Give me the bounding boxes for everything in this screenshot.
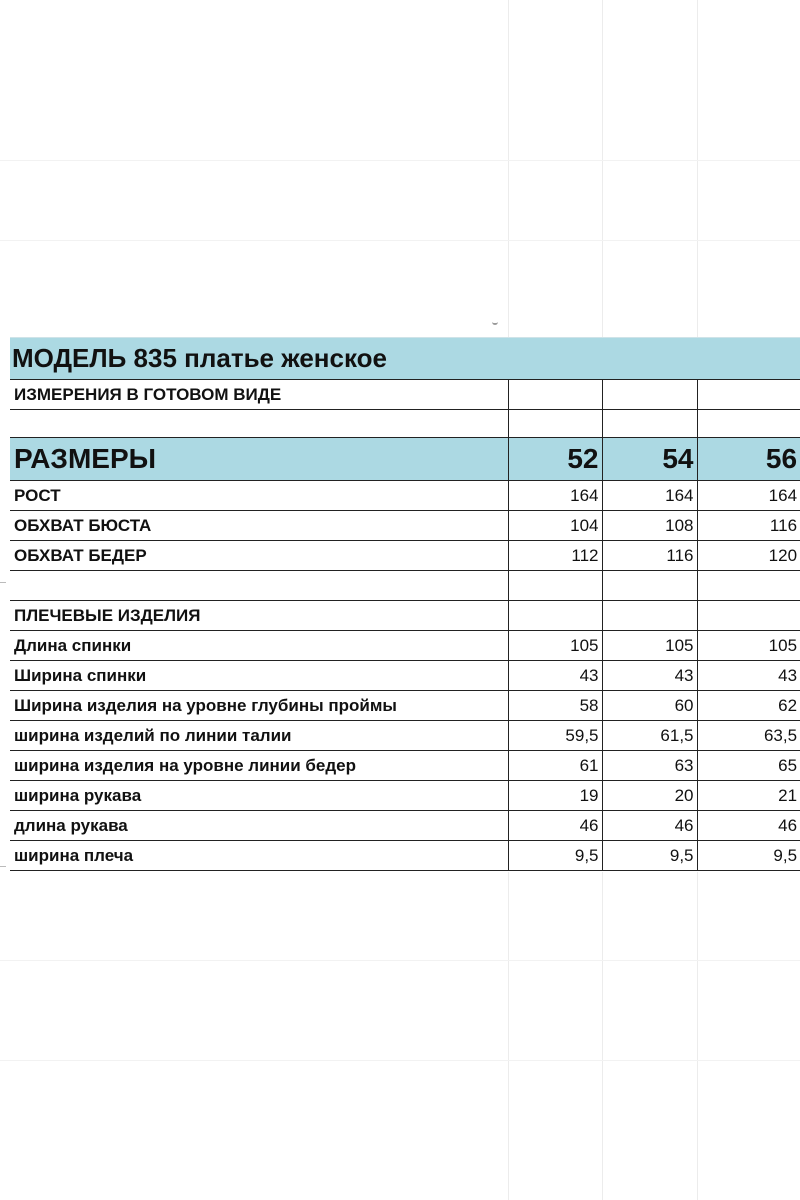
value-cell[interactable]: 43 (697, 661, 800, 691)
row-edge-tick (0, 866, 6, 867)
ghost-grid-line (508, 872, 509, 1200)
row-label[interactable]: ширина изделий по линии талии (10, 721, 508, 751)
subtitle-row (10, 380, 800, 410)
ghost-grid-line (0, 1060, 800, 1061)
row-label[interactable]: ОБХВАТ БЕДЕР (10, 541, 508, 571)
empty-cell[interactable] (10, 571, 508, 601)
value-cell[interactable]: 116 (697, 511, 800, 541)
table-row (10, 661, 800, 691)
row-label[interactable]: РОСТ (10, 481, 508, 511)
value-cell[interactable]: 21 (697, 781, 800, 811)
value-cell[interactable]: 61,5 (602, 721, 697, 751)
value-cell[interactable]: 116 (602, 541, 697, 571)
decorative-mark (492, 320, 498, 325)
ghost-grid-line (0, 960, 800, 961)
row-label[interactable]: длина рукава (10, 811, 508, 841)
value-cell[interactable]: 105 (697, 631, 800, 661)
empty-cell[interactable] (10, 410, 508, 438)
row-label[interactable]: Ширина спинки (10, 661, 508, 691)
value-cell[interactable]: 65 (697, 751, 800, 781)
empty-cell[interactable] (508, 601, 602, 631)
empty-cell[interactable] (697, 380, 800, 410)
row-edge-tick (0, 582, 6, 583)
table-row (10, 691, 800, 721)
empty-cell[interactable] (602, 601, 697, 631)
row-label[interactable]: ширина изделия на уровне линии бедер (10, 751, 508, 781)
value-cell[interactable]: 63,5 (697, 721, 800, 751)
value-cell[interactable]: 9,5 (508, 841, 602, 871)
ghost-grid-line (0, 160, 800, 161)
value-cell[interactable]: 58 (508, 691, 602, 721)
size-header-cell[interactable]: 54 (602, 438, 697, 481)
row-label[interactable]: ширина плеча (10, 841, 508, 871)
value-cell[interactable]: 59,5 (508, 721, 602, 751)
value-cell[interactable]: 164 (602, 481, 697, 511)
table-row (10, 631, 800, 661)
ghost-grid-line (602, 0, 603, 337)
row-label[interactable]: ширина рукава (10, 781, 508, 811)
size-chart-table (10, 337, 800, 871)
ghost-grid-line (697, 0, 698, 337)
value-cell[interactable]: 43 (508, 661, 602, 691)
row-label[interactable]: Длина спинки (10, 631, 508, 661)
value-cell[interactable]: 9,5 (602, 841, 697, 871)
value-cell[interactable]: 105 (602, 631, 697, 661)
empty-cell[interactable] (697, 410, 800, 438)
value-cell[interactable]: 120 (697, 541, 800, 571)
empty-cell[interactable] (508, 410, 602, 438)
value-cell[interactable]: 164 (508, 481, 602, 511)
value-cell[interactable]: 60 (602, 691, 697, 721)
ghost-grid-line (0, 240, 800, 241)
sizes-header-row (10, 438, 800, 481)
table-row (10, 541, 800, 571)
sizes-label[interactable]: РАЗМЕРЫ (10, 438, 508, 481)
empty-cell[interactable] (602, 410, 697, 438)
value-cell[interactable]: 164 (697, 481, 800, 511)
table-row (10, 781, 800, 811)
spacer-row (10, 571, 800, 601)
table-row (10, 721, 800, 751)
value-cell[interactable]: 43 (602, 661, 697, 691)
value-cell[interactable]: 61 (508, 751, 602, 781)
empty-cell[interactable] (697, 601, 800, 631)
size-header-cell[interactable]: 52 (508, 438, 602, 481)
empty-cell[interactable] (508, 571, 602, 601)
table-row (10, 511, 800, 541)
table-row (10, 841, 800, 871)
table-row (10, 481, 800, 511)
row-label[interactable]: Ширина изделия на уровне глубины проймы (10, 691, 508, 721)
empty-cell[interactable] (602, 380, 697, 410)
size-header-cell[interactable]: 56 (697, 438, 800, 481)
value-cell[interactable]: 9,5 (697, 841, 800, 871)
ghost-grid-line (508, 0, 509, 337)
table-row (10, 811, 800, 841)
value-cell[interactable]: 20 (602, 781, 697, 811)
value-cell[interactable]: 19 (508, 781, 602, 811)
table-row (10, 751, 800, 781)
title-row (10, 338, 800, 380)
value-cell[interactable]: 108 (602, 511, 697, 541)
value-cell[interactable]: 105 (508, 631, 602, 661)
sheet-title[interactable]: МОДЕЛЬ 835 платье женское (10, 338, 800, 380)
value-cell[interactable]: 46 (602, 811, 697, 841)
ghost-grid-line (697, 872, 698, 1200)
row-label[interactable]: ОБХВАТ БЮСТА (10, 511, 508, 541)
empty-cell[interactable] (697, 571, 800, 601)
value-cell[interactable]: 46 (508, 811, 602, 841)
value-cell[interactable]: 63 (602, 751, 697, 781)
value-cell[interactable]: 104 (508, 511, 602, 541)
spacer-row (10, 410, 800, 438)
ghost-grid-line (602, 872, 603, 1200)
section-label[interactable]: ПЛЕЧЕВЫЕ ИЗДЕЛИЯ (10, 601, 508, 631)
empty-cell[interactable] (508, 380, 602, 410)
value-cell[interactable]: 62 (697, 691, 800, 721)
empty-cell[interactable] (602, 571, 697, 601)
value-cell[interactable]: 112 (508, 541, 602, 571)
section-row (10, 601, 800, 631)
value-cell[interactable]: 46 (697, 811, 800, 841)
sheet-subtitle[interactable]: ИЗМЕРЕНИЯ В ГОТОВОМ ВИДЕ (10, 380, 508, 410)
